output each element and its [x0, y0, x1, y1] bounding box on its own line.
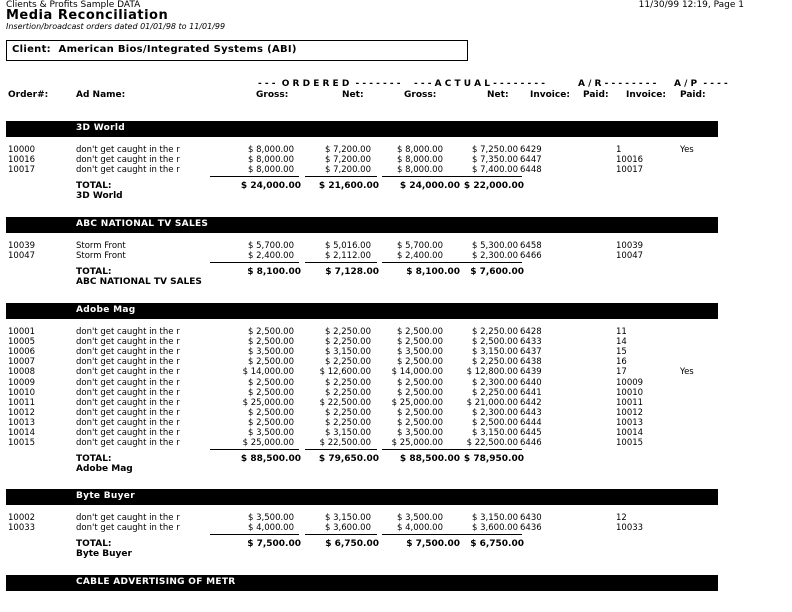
total-value: $ 21,600.00 [318, 181, 379, 192]
table-cell: $ 8,000.00 [248, 165, 294, 176]
ar-group-header: A / R - - - - - - - - [578, 79, 657, 89]
total-section-name: ABC NATIONAL TV SALES [76, 277, 202, 288]
table-cell: $ 2,250.00 [325, 327, 371, 337]
total-rule [446, 176, 522, 177]
table-cell: $ 8,000.00 [397, 145, 443, 155]
col-ar-invoice: Invoice: [530, 90, 570, 100]
table-cell: 10005 [8, 337, 36, 348]
actual-group-header: - - - A C T U A L - - - - - - - - [414, 79, 545, 89]
table-cell: 10014 [616, 428, 644, 438]
table-cell: $ 2,500.00 [248, 417, 294, 428]
table-cell: $ 5,700.00 [248, 241, 294, 251]
table-row [0, 251, 760, 261]
table-cell: 6437 [520, 347, 542, 358]
total-value: $ 8,100.00 [247, 267, 301, 278]
total-label: TOTAL: [76, 454, 112, 465]
section-header [6, 489, 718, 505]
table-cell: 10017 [616, 165, 644, 176]
table-cell: $ 2,300.00 [472, 251, 518, 262]
total-value: $ 7,128.00 [325, 267, 379, 278]
table-cell: 10011 [616, 397, 644, 408]
table-cell: $ 7,250.00 [472, 145, 518, 155]
table-cell: 10001 [8, 327, 36, 337]
table-cell: 16 [616, 357, 627, 368]
table-cell: don't get caught in the r [76, 327, 180, 337]
table-row [0, 388, 760, 398]
total-value: $ 79,650.00 [318, 454, 379, 465]
section-header [6, 575, 718, 591]
table-cell: $ 3,150.00 [325, 513, 371, 523]
table-cell: $ 7,200.00 [325, 145, 371, 155]
total-label: TOTAL: [76, 267, 112, 278]
total-rule [305, 449, 377, 450]
col-order: Order#: [8, 90, 49, 100]
table-cell: don't get caught in the r [76, 367, 180, 378]
total-value: $ 24,000.00 [399, 181, 460, 192]
table-cell: 1 [616, 145, 622, 155]
total-value: $ 88,500.00 [399, 454, 460, 465]
table-cell: $ 2,500.00 [472, 417, 518, 428]
total-value: $ 22,000.00 [463, 181, 524, 192]
table-cell: 10011 [8, 397, 36, 408]
table-row [0, 165, 760, 175]
col-ar-paid: Paid: [583, 90, 609, 100]
table-row [0, 357, 760, 367]
total-section-name: Adobe Mag [76, 464, 133, 475]
total-rule [305, 176, 377, 177]
total-label: TOTAL: [76, 181, 112, 192]
table-cell: $ 2,500.00 [397, 387, 443, 398]
table-cell: 10015 [616, 438, 644, 449]
table-cell: $ 3,150.00 [472, 513, 518, 523]
total-rule [305, 534, 377, 535]
table-cell: don't get caught in the r [76, 387, 180, 398]
table-cell: $ 2,300.00 [472, 407, 518, 418]
table-cell: don't get caught in the r [76, 347, 180, 358]
table-cell: 6439 [520, 367, 542, 378]
table-cell: $ 5,700.00 [397, 241, 443, 251]
table-cell: $ 2,250.00 [472, 387, 518, 398]
client-label: Client: American Bios/Integrated Systems (ABI) [12, 44, 297, 55]
table-row [0, 523, 760, 533]
table-cell: $ 2,500.00 [248, 337, 294, 348]
table-cell: 10006 [8, 347, 36, 358]
table-cell: 10008 [8, 367, 36, 378]
table-cell: 6440 [520, 377, 542, 388]
table-cell: 6442 [520, 397, 542, 408]
table-cell: $ 2,112.00 [325, 251, 371, 262]
section-name: ABC NATIONAL TV SALES [76, 219, 209, 229]
table-cell: 17 [616, 367, 627, 378]
table-cell: $ 3,600.00 [472, 523, 518, 534]
table-cell: $ 3,150.00 [472, 428, 518, 438]
table-cell: $ 2,250.00 [325, 407, 371, 418]
table-cell: $ 4,000.00 [397, 523, 443, 534]
section-header [6, 121, 718, 137]
table-cell: $ 14,000.00 [391, 367, 443, 378]
table-cell: $ 2,250.00 [325, 387, 371, 398]
table-cell: $ 2,500.00 [397, 327, 443, 337]
table-cell: $ 3,500.00 [248, 513, 294, 523]
table-cell: 10014 [8, 428, 36, 438]
table-cell: don't get caught in the r [76, 513, 180, 523]
table-row [0, 155, 760, 165]
table-cell: 10016 [8, 155, 36, 166]
table-cell: 12 [616, 513, 627, 523]
table-cell: $ 2,500.00 [397, 417, 443, 428]
total-rule [210, 176, 299, 177]
table-cell: $ 8,000.00 [248, 145, 294, 155]
table-cell: $ 25,000.00 [391, 438, 443, 449]
total-value: $ 88,500.00 [240, 454, 301, 465]
table-cell: 6428 [520, 327, 542, 337]
table-cell: $ 2,400.00 [397, 251, 443, 262]
total-rule [305, 262, 377, 263]
table-cell: 10047 [616, 251, 644, 262]
total-label: TOTAL: [76, 539, 112, 550]
table-cell: don't get caught in the r [76, 407, 180, 418]
table-cell: $ 14,000.00 [242, 367, 294, 378]
col-ap-invoice: Invoice: [626, 90, 666, 100]
table-cell: don't get caught in the r [76, 337, 180, 348]
app-name: Clients & Profits Sample DATA [6, 0, 141, 10]
table-cell: $ 3,500.00 [397, 347, 443, 358]
table-cell: $ 3,500.00 [248, 347, 294, 358]
table-cell: $ 5,016.00 [325, 241, 371, 251]
table-cell: 6436 [520, 523, 542, 534]
table-cell: $ 2,500.00 [397, 357, 443, 368]
table-cell: $ 25,000.00 [242, 438, 294, 449]
table-row [0, 398, 760, 408]
table-cell: $ 4,000.00 [248, 523, 294, 534]
section-name: 3D World [76, 123, 126, 133]
table-cell: $ 2,500.00 [248, 327, 294, 337]
table-cell: $ 2,250.00 [325, 377, 371, 388]
table-cell: $ 2,250.00 [325, 417, 371, 428]
table-cell: 10013 [616, 417, 644, 428]
table-cell: $ 5,300.00 [472, 241, 518, 251]
table-cell: $ 7,400.00 [472, 165, 518, 176]
table-row [0, 337, 760, 347]
table-cell: $ 2,400.00 [248, 251, 294, 262]
total-rule [210, 262, 299, 263]
table-cell: $ 7,200.00 [325, 165, 371, 176]
table-cell: $ 2,500.00 [472, 337, 518, 348]
section-name: Byte Buyer [76, 491, 135, 501]
total-value: $ 7,500.00 [247, 539, 301, 550]
table-cell: 10039 [8, 241, 36, 251]
table-cell: 11 [616, 327, 627, 337]
table-cell: 10039 [616, 241, 644, 251]
total-value: $ 6,750.00 [325, 539, 379, 550]
total-value: $ 24,000.00 [240, 181, 301, 192]
table-cell: don't get caught in the r [76, 397, 180, 408]
total-rule [210, 449, 299, 450]
table-cell: don't get caught in the r [76, 417, 180, 428]
table-row [0, 428, 760, 438]
total-rule [446, 534, 522, 535]
table-cell: $ 12,800.00 [466, 367, 518, 378]
total-value: $ 8,100.00 [406, 267, 460, 278]
table-row [0, 327, 760, 337]
table-cell: $ 3,600.00 [325, 523, 371, 534]
table-row [0, 241, 760, 251]
table-cell: 10017 [8, 165, 36, 176]
table-cell: 6444 [520, 417, 542, 428]
table-cell: Storm Front [76, 241, 126, 251]
table-cell: don't get caught in the r [76, 523, 180, 534]
table-row [0, 378, 760, 388]
table-cell: Yes [680, 145, 694, 155]
table-cell: 6466 [520, 251, 542, 262]
table-cell: $ 21,000.00 [466, 397, 518, 408]
table-row [0, 347, 760, 357]
col-ad-name: Ad Name: [76, 90, 126, 100]
total-value: $ 6,750.00 [470, 539, 524, 550]
table-cell: $ 3,500.00 [248, 428, 294, 438]
total-section-name: Byte Buyer [76, 549, 132, 560]
table-cell: 10010 [8, 387, 36, 398]
total-value: $ 7,500.00 [406, 539, 460, 550]
col-gross-ordered: Gross: [256, 90, 289, 100]
table-cell: don't get caught in the r [76, 357, 180, 368]
table-cell: 6458 [520, 241, 542, 251]
col-gross-actual: Gross: [404, 90, 437, 100]
table-cell: 6448 [520, 165, 542, 176]
table-cell: $ 2,500.00 [397, 377, 443, 388]
table-cell: $ 2,250.00 [472, 357, 518, 368]
table-cell: $ 2,250.00 [472, 327, 518, 337]
total-value: $ 78,950.00 [463, 454, 524, 465]
table-cell: $ 8,000.00 [397, 155, 443, 166]
table-row [0, 513, 760, 523]
table-cell: 15 [616, 347, 627, 358]
total-rule [210, 534, 299, 535]
table-row [0, 145, 760, 155]
table-cell: don't get caught in the r [76, 438, 180, 449]
section-name: Adobe Mag [76, 305, 136, 315]
table-cell: 6445 [520, 428, 542, 438]
table-cell: $ 22,500.00 [319, 397, 371, 408]
table-cell: 6446 [520, 438, 542, 449]
total-section-name: 3D World [76, 191, 123, 202]
table-cell: don't get caught in the r [76, 145, 180, 155]
total-rule [446, 262, 522, 263]
table-cell: 6430 [520, 513, 542, 523]
table-cell: $ 2,500.00 [248, 407, 294, 418]
section-header [6, 217, 718, 233]
section-name: CABLE ADVERTISING OF METR [76, 577, 236, 587]
table-cell: $ 2,500.00 [248, 377, 294, 388]
table-cell: 10009 [8, 377, 36, 388]
table-cell: $ 3,150.00 [325, 428, 371, 438]
table-cell: 10002 [8, 513, 36, 523]
table-row [0, 418, 760, 428]
table-cell: 10033 [8, 523, 36, 534]
table-cell: 10033 [616, 523, 644, 534]
table-row [0, 367, 760, 377]
table-cell: don't get caught in the r [76, 377, 180, 388]
table-cell: 6438 [520, 357, 542, 368]
table-cell: $ 2,300.00 [472, 377, 518, 388]
table-cell: $ 25,000.00 [391, 397, 443, 408]
date-range: Insertion/broadcast orders dated 01/01/98 to 11/01/99 [6, 22, 226, 31]
total-rule [446, 449, 522, 450]
table-cell: Storm Front [76, 251, 126, 262]
table-cell: $ 22,500.00 [466, 438, 518, 449]
table-cell: 14 [616, 337, 627, 348]
table-cell: $ 2,250.00 [325, 357, 371, 368]
table-cell: $ 2,500.00 [397, 407, 443, 418]
table-cell: $ 2,500.00 [397, 337, 443, 348]
table-cell: 10016 [616, 155, 644, 166]
table-cell: 6443 [520, 407, 542, 418]
col-net-actual: Net: [487, 90, 509, 100]
section-header [6, 303, 718, 319]
table-cell: $ 2,500.00 [248, 357, 294, 368]
table-cell: $ 22,500.00 [319, 438, 371, 449]
table-cell: don't get caught in the r [76, 165, 180, 176]
table-cell: $ 7,350.00 [472, 155, 518, 166]
table-cell: 6429 [520, 145, 542, 155]
table-row [0, 438, 760, 448]
table-cell: $ 2,250.00 [325, 337, 371, 348]
total-value: $ 7,600.00 [470, 267, 524, 278]
table-cell: 10012 [8, 407, 36, 418]
table-cell: 10000 [8, 145, 36, 155]
table-cell: $ 3,150.00 [472, 347, 518, 358]
page-stamp: 11/30/99 12:19, Page 1 [638, 0, 744, 10]
table-cell: 10047 [8, 251, 36, 262]
col-ap-paid: Paid: [680, 90, 706, 100]
table-cell: $ 3,150.00 [325, 347, 371, 358]
table-cell: $ 2,500.00 [248, 387, 294, 398]
table-cell: don't get caught in the r [76, 428, 180, 438]
table-row [0, 408, 760, 418]
table-cell: 10015 [8, 438, 36, 449]
col-net-ordered: Net: [342, 90, 364, 100]
table-cell: don't get caught in the r [76, 155, 180, 166]
table-cell: $ 3,500.00 [397, 513, 443, 523]
table-cell: 10007 [8, 357, 36, 368]
ordered-group-header: - - - O R D E R E D - - - - - - - [258, 79, 401, 89]
table-cell: 10012 [616, 407, 644, 418]
table-cell: 6433 [520, 337, 542, 348]
ap-group-header: A / P - - - - [674, 79, 728, 89]
table-cell: $ 8,000.00 [248, 155, 294, 166]
table-cell: 10013 [8, 417, 36, 428]
table-cell: $ 25,000.00 [242, 397, 294, 408]
table-cell: $ 8,000.00 [397, 165, 443, 176]
table-cell: 6447 [520, 155, 542, 166]
table-cell: Yes [680, 367, 694, 378]
table-cell: 6441 [520, 387, 542, 398]
table-cell: $ 3,500.00 [397, 428, 443, 438]
table-cell: $ 12,600.00 [319, 367, 371, 378]
report-title: Media Reconciliation [6, 8, 169, 23]
table-cell: 10009 [616, 377, 644, 388]
table-cell: 10010 [616, 387, 644, 398]
table-cell: $ 7,200.00 [325, 155, 371, 166]
